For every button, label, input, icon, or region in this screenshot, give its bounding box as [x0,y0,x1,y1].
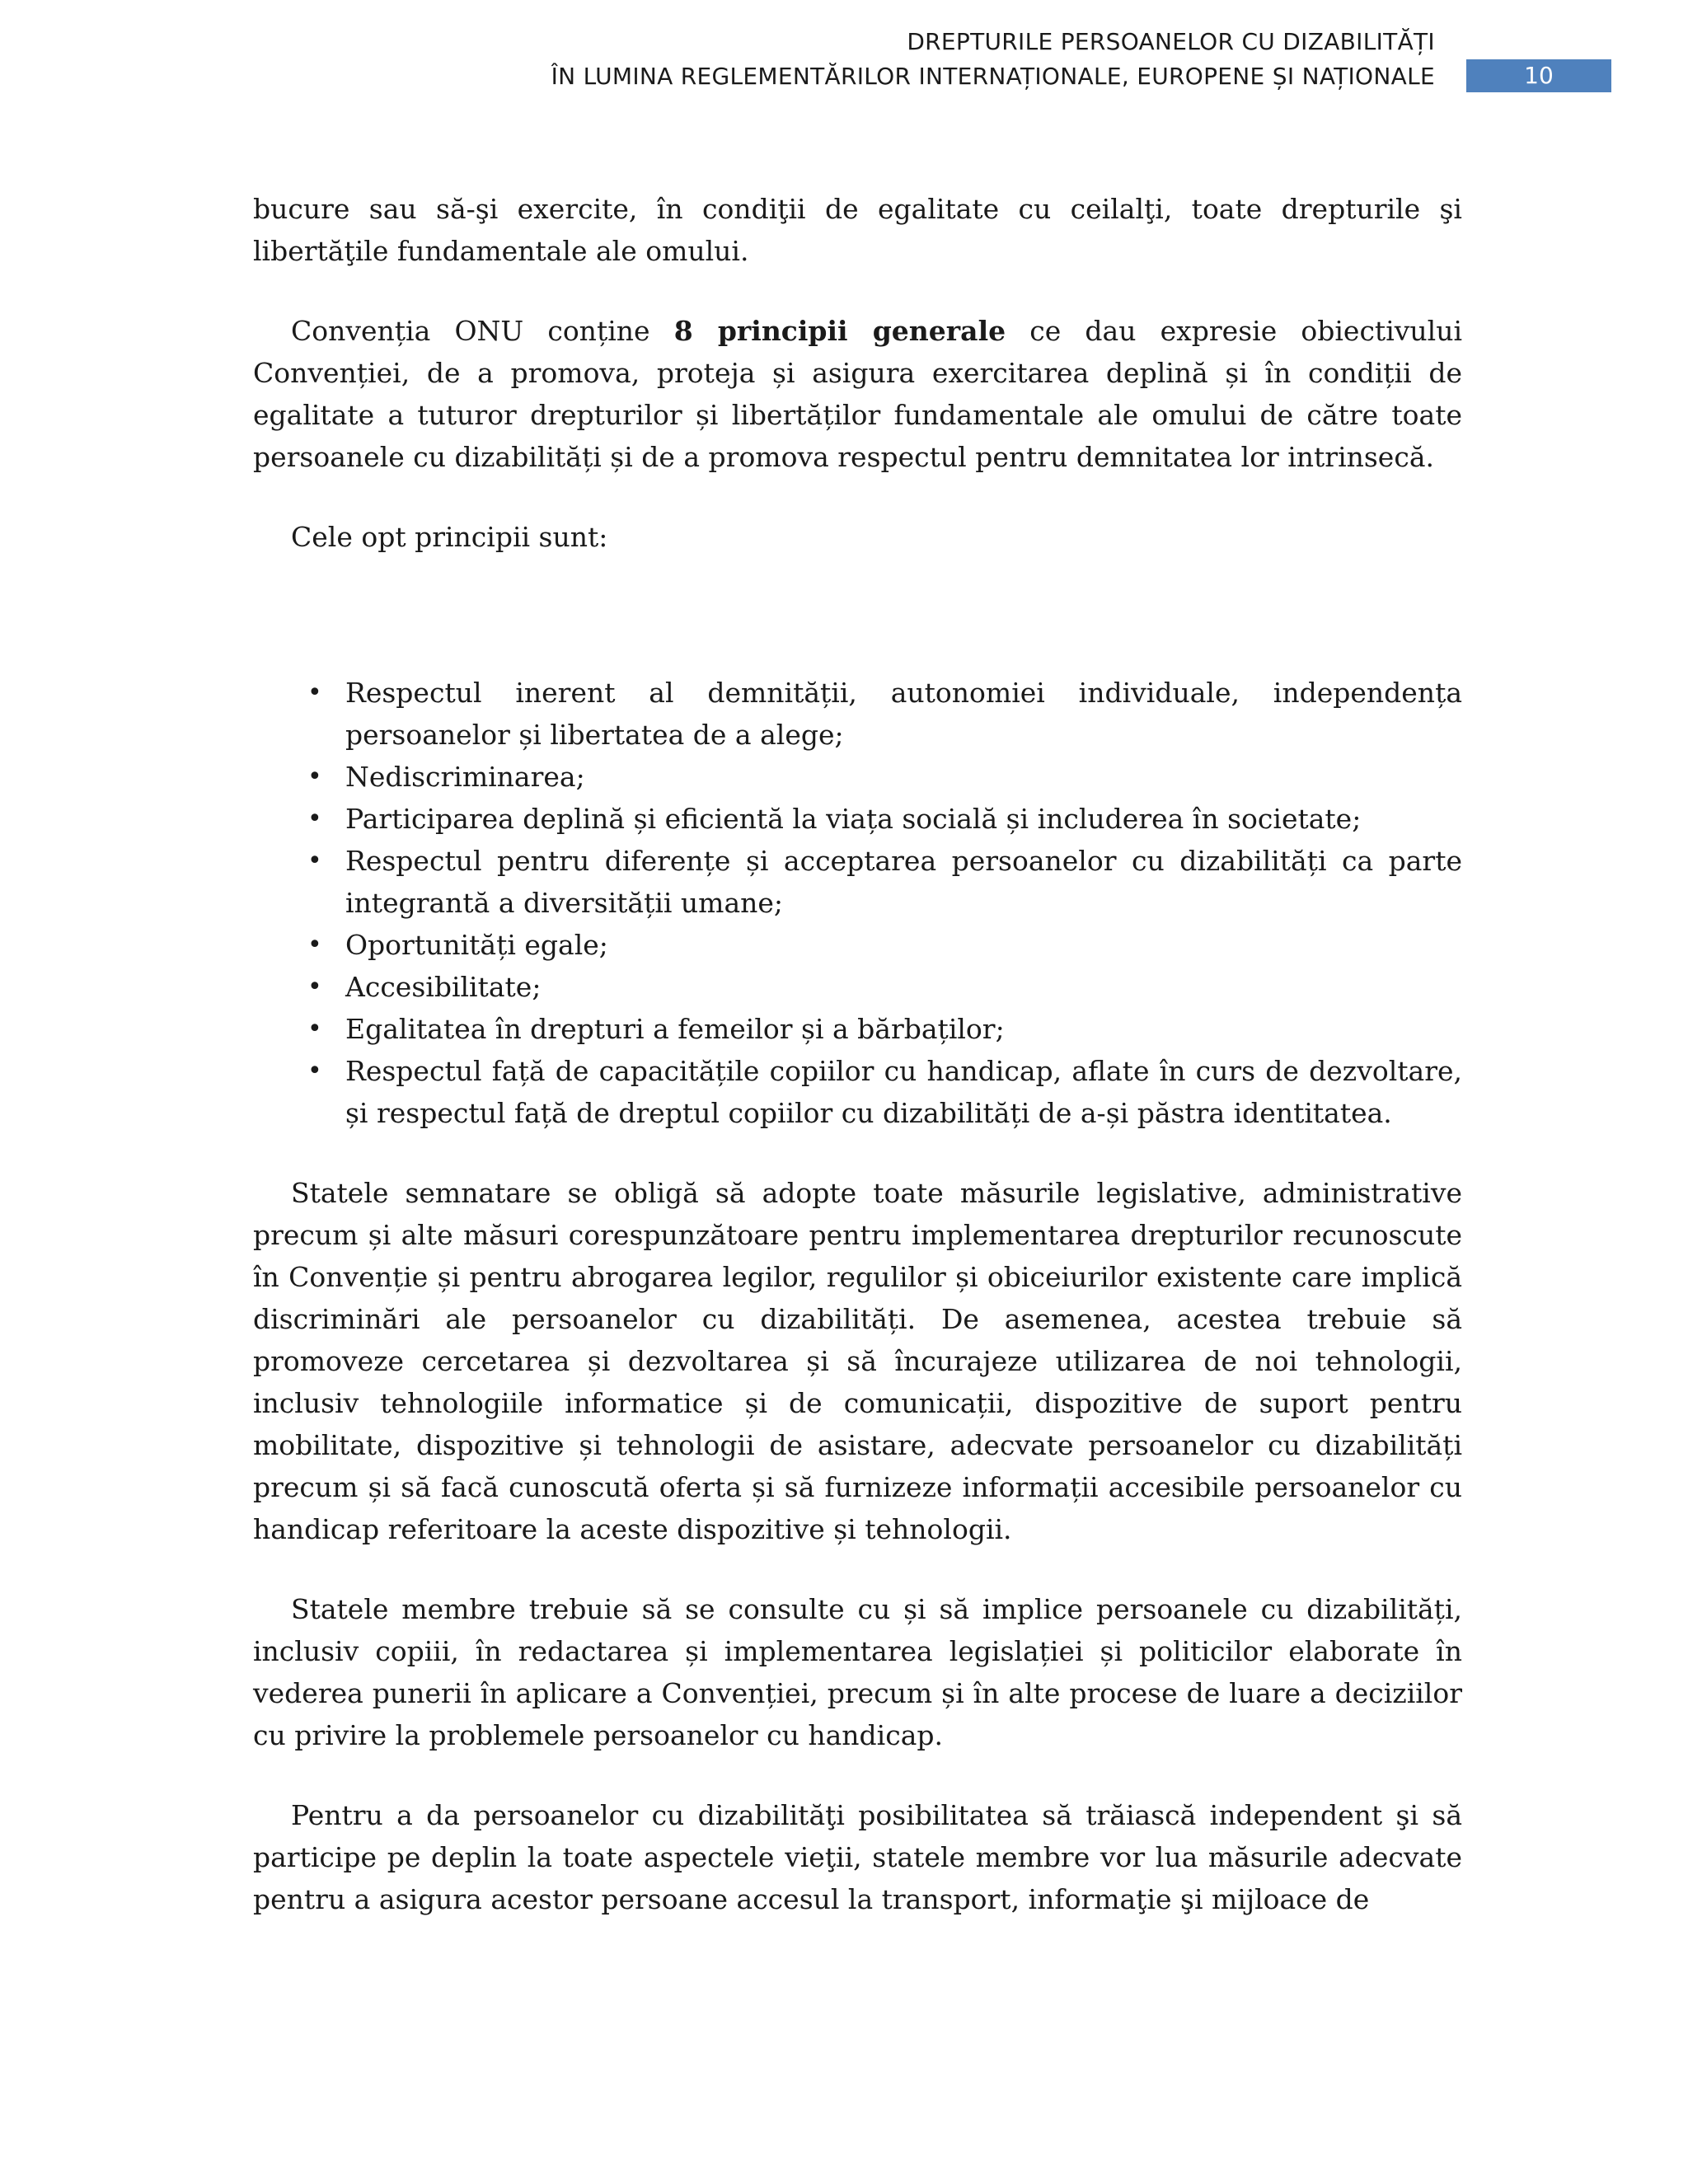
list-item [253,1050,1462,1134]
running-title-line-2: ÎN LUMINA REGLEMENTĂRILOR INTERNAȚIONALE, EUROPENE ȘI NAȚIONALE [551,63,1435,90]
principles-count-emphasis: 8 principii generale [673,315,1006,347]
list-item [253,672,1462,756]
paragraph-consultation: Statele membre trebuie să se consulte cu și să implice persoanele cu dizabilități, inclusiv copiii, în redactarea și implementarea legislației și politicilor elaborate în vederea punerii în aplicare a Convenției, precum și în alte procese de luare a deciziilor cu privire la problemele persoanelor cu handicap. [253,1593,1462,1751]
bullet-icon: • [307,930,322,959]
list-item-text: Respectul față de capacitățile copiilor cu handicap, aflate în curs de dezvoltare, și respectul față de dreptul copiilor cu dizabilități de a-și păstra identitatea. [345,1055,1462,1129]
list-item-text: Participarea deplină și eficientă la viața socială și includerea în societate; [345,803,1362,835]
page-header [0,23,1688,97]
bullet-icon: • [307,678,322,707]
paragraph-list-lead: Cele opt principii sunt: [291,521,608,553]
paragraph-principles-intro [253,310,1462,478]
list-item-text: Egalitatea în drepturi a femeilor și a bărbaților; [345,1013,1005,1045]
list-item [253,966,1462,1008]
list-item-text: Nediscriminarea; [345,761,585,793]
list-item-text: Respectul inerent al demnității, autonomiei individuale, independența persoanelor și libertatea de a alege; [345,677,1462,751]
document-body [253,188,1462,1958]
paragraph-state-obligations: Statele semnatare se obligă să adopte toate măsurile legislative, administrative precum și alte măsuri corespunzătoare pentru implementarea drepturilor recunoscute în Convenție și pentru abrogarea legilor, regulilor și obiceiurilor existente care implică discriminări ale persoanelor cu dizabilități. De asemenea, acestea trebuie să promoveze cercetarea și dezvoltarea și să încurajeze utilizarea de noi tehnologii, inclusiv tehnologiile informatice și de comunicații, dispozitive de suport pentru mobilitate, dispozitive și tehnologii de asistare, adecvate persoanelor cu dizabilități precum și să facă cunoscută oferta și să furnizeze informații accesibile persoanelor cu handicap referitoare la aceste dispozitive și tehnologii. [253,1177,1462,1545]
bullet-icon: • [307,762,322,791]
principles-list [253,672,1462,1134]
bullet-icon: • [307,972,322,1001]
paragraph-continuation: bucure sau să-şi exercite, în condiţii de egalitate cu ceilalţi, toate drepturile şi libertăţile fundamentale ale omului. [253,193,1462,267]
bullet-icon: • [307,804,322,833]
bullet-icon: • [307,1057,322,1085]
bullet-icon: • [307,846,322,875]
principles-intro-text: Convenția ONU conține [291,315,674,347]
list-item-text: Oportunități egale; [345,929,608,961]
bullet-icon: • [307,1015,322,1043]
paragraph-accessibility: Pentru a da persoanelor cu dizabilităţi posibilitatea să trăiască independent şi să participe pe deplin la toate aspectele vieţii, statele membre vor lua măsurile adecvate pentru a asigura acestor persoane accesul la transport, informaţie şi mijloace de [253,1799,1462,1915]
list-item-text: Accesibilitate; [345,971,542,1003]
list-item [253,756,1462,798]
list-item [253,1008,1462,1050]
page-number-badge: 10 [1466,59,1611,92]
running-title-line-1: DREPTURILE PERSOANELOR CU DIZABILITĂȚI [907,28,1435,55]
list-item [253,840,1462,924]
principles-intro-text-cont: ce dau expresie obiectivului Convenției, de a promova, proteja și asigura exercitarea deplină și în condiții de egalitate a tuturor drepturilor și libertăților fundamentale ale omului de către toate persoanele cu dizabilități și de a promova respectul pentru demnitatea lor intrinsecă. [253,315,1463,473]
list-item [253,798,1462,840]
list-item [253,924,1462,966]
list-item-text: Respectul pentru diferențe și acceptarea persoanelor cu dizabilități ca parte integrantă a diversității umane; [345,845,1462,919]
